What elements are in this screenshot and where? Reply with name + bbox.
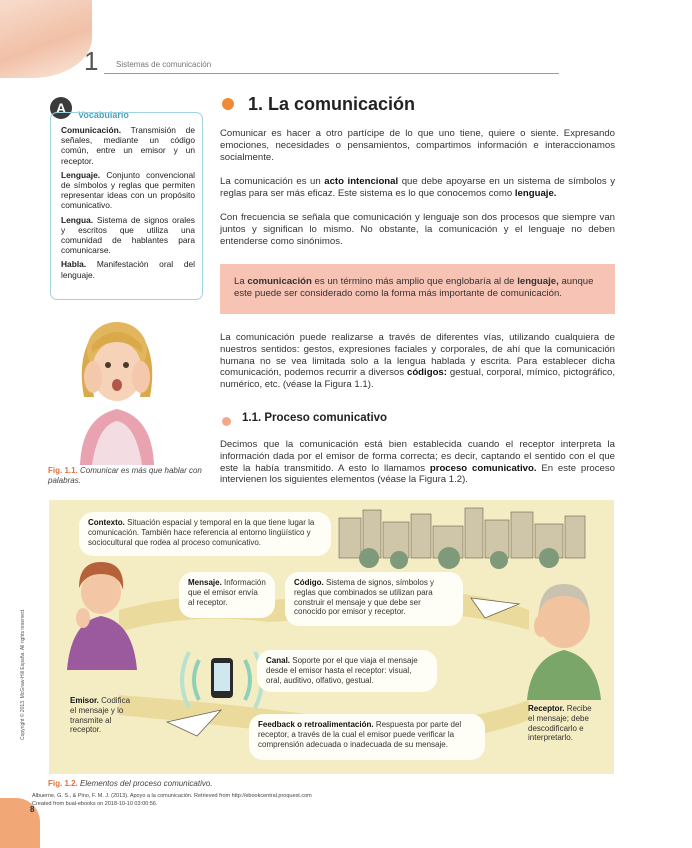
vocab-entry: Habla. Manifestación oral del lenguaje. bbox=[61, 259, 195, 280]
canal-bubble: Canal. Soporte por el que viaja el mensaje desde el emisor hasta el receptor: visual, oral, auditivo, olfativo, gestual. bbox=[257, 650, 437, 692]
section-bullet-icon bbox=[222, 98, 234, 110]
vocabulary-heading: Vocabulario bbox=[78, 110, 129, 120]
vocabulary-box bbox=[50, 112, 203, 300]
header-rule bbox=[104, 73, 559, 74]
citation: Albuerne, G. S., & Pino, F. M. J. (2013). Apoyo a la comunicación. Retrieved from http://ebookcentral.proquest.com bbox=[32, 793, 312, 799]
subsection-title: 1.1. Proceso comunicativo bbox=[242, 412, 388, 424]
mensaje-bubble: Mensaje. Información que el emisor envía al receptor. bbox=[179, 572, 275, 618]
subsection-bullet-icon bbox=[222, 417, 231, 426]
page-number: 8 bbox=[30, 805, 35, 814]
figure-2-caption: Fig. 1.2. Elementos del proceso comunicativo. bbox=[48, 779, 213, 788]
created-note: Created from bual-ebooks on 2018-10-10 03:00:56. bbox=[32, 801, 158, 807]
receptor-illustration bbox=[527, 584, 601, 700]
chapter-number: 1 bbox=[84, 46, 99, 76]
paragraph: La comunicación es un acto intencional que debe apoyarse en un sistema de símbolos y reglas para ser más eficaz. Este sistema es lo que conocemos como lenguaje. bbox=[220, 176, 616, 199]
paragraph: Decimos que la comunicación está bien establecida cuando el receptor interpreta la información dada por el emisor de forma correcta; es decir, captando el sentido con el que este la había transmitido. A esto lo llamamos proceso comunicativo. En este proceso intervienen los siguientes elementos (véase la Figura 1.2). bbox=[220, 439, 616, 486]
paragraph: La comunicación puede realizarse a través de diferentes vías, utilizando cualquiera de nuestros sentidos: gestos, expresiones faciales y corporales, de ahí que la comunicación humana no se vea limitada solo a la lengua hablada y escrita. Para establecer dicha comunicación, podemos recurrir a diversos códigos: gestual, corporal, mímico, pictográfico, numérico, etc. (véase la Figura 1.1). bbox=[220, 332, 615, 391]
girl-photo bbox=[58, 305, 176, 465]
vocabulary-badge-icon: A bbox=[50, 97, 72, 119]
vocab-entry: Comunicación. Transmisión de señales, mediante un código común, entre un emisor y un receptor. bbox=[61, 125, 195, 166]
emisor-label: Emisor. Codifica el mensaje y lo transmite al receptor. bbox=[70, 696, 131, 735]
receptor-label: Receptor. Recibe el mensaje; debe descodificarlo e interpretarlo. bbox=[528, 704, 592, 743]
section-title: 1. La comunicación bbox=[248, 94, 416, 114]
vocab-entry: Lengua. Sistema de signos orales y escritos que utiliza una comunidad de hablantes para comunicarse. bbox=[61, 214, 195, 256]
paragraph: Con frecuencia se señala que comunicación y lenguaje son dos procesos que siempre van juntos y significan lo mismo. No obstante, la comunicación y el lenguaje no deben entenderse como sinónimos. bbox=[220, 212, 615, 247]
figure-1-caption: Fig. 1.1. Comunicar es más que hablar con palabras. bbox=[48, 466, 202, 485]
header-decoration bbox=[0, 0, 92, 78]
vocab-entry: Lenguaje. Conjunto convencional de símbolos y reglas que permiten representar ideas con un propósito comunicativo. bbox=[61, 169, 195, 211]
phone-signal-icon bbox=[182, 652, 262, 708]
chapter-title: Sistemas de comunicación bbox=[116, 60, 212, 69]
contexto-bubble: Contexto. Situación espacial y temporal en la que tiene lugar la comunicación. También hace referencia al entorno lingüístico y sociocultural que rodea al proceso comunicativo. bbox=[79, 512, 331, 556]
codigo-bubble: Código. Sistema de signos, símbolos y reglas que combinados se utilizan para construir el mensaje y que debe ser conocido por emisor y receptor. bbox=[285, 572, 463, 626]
callout-box: La comunicación es un término más amplio que englobaría al de lenguaje, aunque este puede ser considerado como la forma más importante de comunicación. bbox=[220, 264, 615, 314]
communication-process-figure bbox=[49, 500, 614, 774]
paragraph: Comunicar es hacer a otro partícipe de lo que uno tiene, quiere o siente. Expresando emociones, necesidades o pensamientos, compartimos información e interaccionamos socialmente. bbox=[220, 128, 615, 163]
feedback-bubble: Feedback o retroalimentación. Respuesta por parte del receptor, a través de la cual el emisor puede verificar la comprensión adecuada o inadecuada de su mensaje. bbox=[249, 714, 485, 760]
copyright-notice: Copyright © 2013. McGraw-Hill España. All rights reserved. bbox=[20, 608, 26, 740]
